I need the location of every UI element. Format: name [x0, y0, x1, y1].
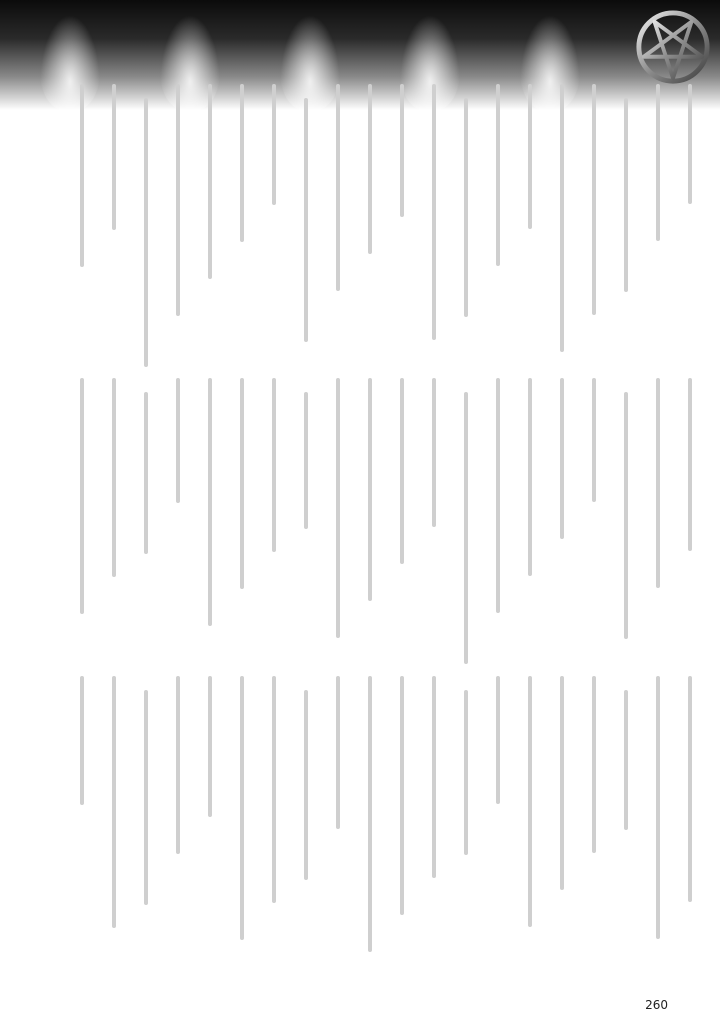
text-column [188, 676, 220, 966]
text-column [444, 378, 476, 668]
text-column [476, 84, 508, 374]
text-column [316, 378, 348, 668]
text-column [156, 378, 188, 668]
text-column [508, 378, 540, 668]
text-column [540, 378, 572, 668]
text-column [124, 378, 156, 668]
text-column [476, 676, 508, 966]
text-column [156, 676, 188, 966]
text-column [540, 676, 572, 966]
text-column [668, 676, 700, 966]
text-column [92, 676, 124, 966]
text-column [540, 84, 572, 374]
text-column [316, 84, 348, 374]
text-column [220, 84, 252, 374]
text-column [412, 84, 444, 374]
text-column [220, 378, 252, 668]
text-column [284, 378, 316, 668]
text-column [572, 84, 604, 374]
text-column [252, 676, 284, 966]
text-column [476, 378, 508, 668]
text-column [636, 676, 668, 966]
pentagram-icon [634, 8, 712, 86]
text-column [604, 676, 636, 966]
text-column [284, 676, 316, 966]
text-column [156, 84, 188, 374]
text-column [380, 84, 412, 374]
text-column [604, 378, 636, 668]
text-column [60, 676, 92, 966]
text-column [572, 676, 604, 966]
text-column [668, 378, 700, 668]
text-column [444, 676, 476, 966]
text-column [252, 84, 284, 374]
text-column [188, 378, 220, 668]
text-column [348, 378, 380, 668]
text-column [60, 84, 92, 374]
text-column [636, 378, 668, 668]
page-number: 260 [645, 998, 668, 1012]
text-band [60, 378, 700, 668]
text-column [124, 676, 156, 966]
text-column [412, 378, 444, 668]
text-column [252, 378, 284, 668]
text-column [188, 84, 220, 374]
text-column [92, 84, 124, 374]
text-column [348, 676, 380, 966]
text-column [636, 84, 668, 374]
text-column [508, 84, 540, 374]
text-column [316, 676, 348, 966]
text-column [572, 378, 604, 668]
text-band [60, 676, 700, 966]
text-band [60, 84, 700, 374]
text-column [124, 84, 156, 374]
text-column [60, 378, 92, 668]
text-column [284, 84, 316, 374]
text-column [380, 378, 412, 668]
text-column [508, 676, 540, 966]
text-column [412, 676, 444, 966]
text-column [92, 378, 124, 668]
text-column [668, 84, 700, 374]
text-column [348, 84, 380, 374]
text-column [380, 676, 412, 966]
text-column [444, 84, 476, 374]
text-column [604, 84, 636, 374]
text-column [220, 676, 252, 966]
